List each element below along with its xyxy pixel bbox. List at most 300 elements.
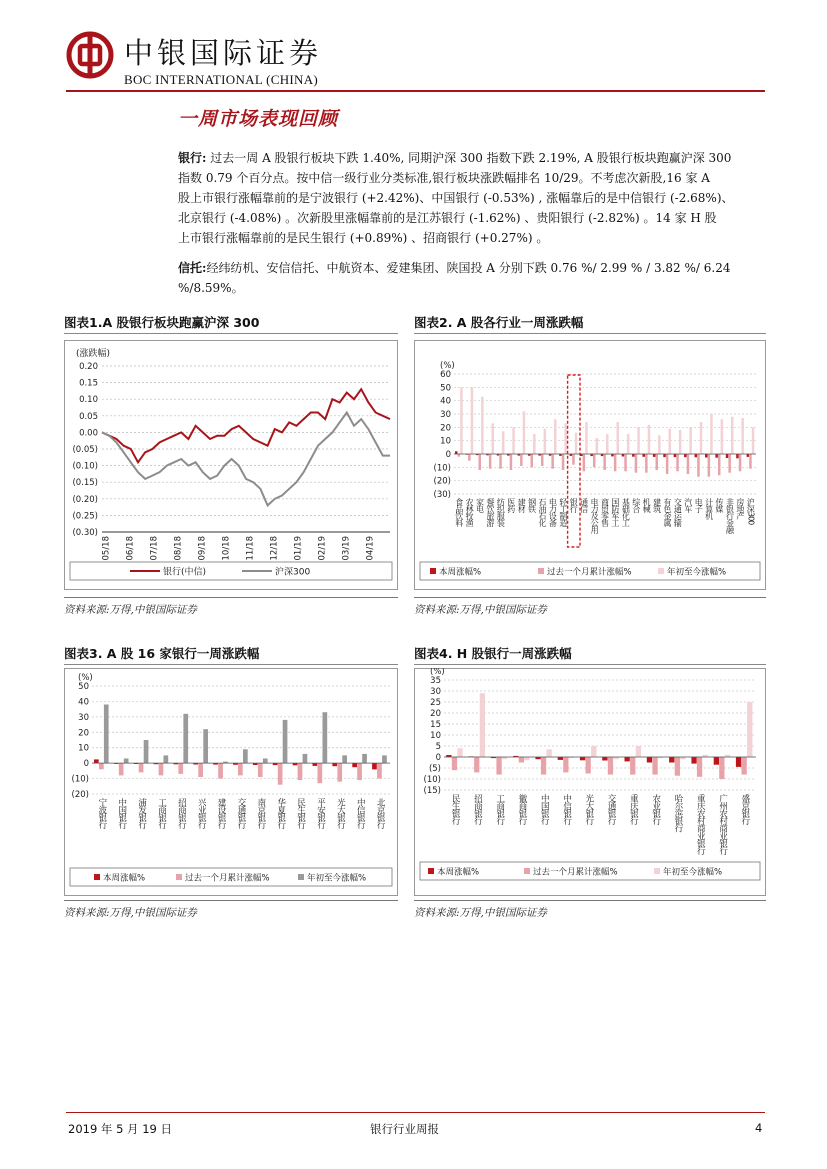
bar-month	[656, 454, 659, 470]
bar-month	[452, 757, 457, 770]
header-divider	[66, 90, 765, 92]
fig1-rule	[64, 333, 398, 334]
x-tick-label: 08/18	[173, 536, 184, 561]
bar-month	[645, 454, 648, 473]
x-tick-label: 工商银行	[494, 794, 505, 824]
x-tick-label: 光大银行	[583, 794, 594, 824]
bar-month	[510, 454, 513, 470]
boc-logo	[66, 31, 114, 79]
x-tick-label: 轻工制造	[558, 498, 568, 526]
legend-swatch-weekly	[428, 868, 434, 874]
y-tick-label: (0.20)	[72, 494, 98, 505]
bar-ytd	[648, 425, 651, 454]
brand-name-cn: 中银国际证券	[124, 36, 323, 70]
bar-month	[357, 763, 362, 780]
x-tick-label: 01/19	[293, 536, 304, 561]
bar-ytd	[658, 435, 661, 454]
bar-month	[198, 763, 203, 777]
bar-ytd	[591, 746, 596, 757]
x-tick-label: 12/18	[269, 536, 280, 561]
bar-weekly	[643, 454, 646, 457]
fig1-title: 图表1.A 股银行板块跑赢沪深 300	[64, 315, 260, 330]
bar-ytd	[564, 423, 567, 454]
bar-month	[551, 454, 554, 469]
x-tick-label: 非银行金融	[725, 498, 735, 533]
fig1-chart	[64, 340, 398, 594]
footer-date: 2019 年 5 月 19 日	[68, 1122, 172, 1136]
bar-weekly	[726, 454, 729, 458]
bar-weekly	[580, 757, 585, 760]
fig4-source: 资料来源:万得,中银国际证券	[414, 907, 547, 919]
x-tick-label: 06/18	[125, 536, 136, 561]
bar-month	[298, 763, 303, 780]
x-tick-label: 机械	[642, 498, 652, 512]
bar-month	[489, 454, 492, 469]
legend-label-weekly: 本周涨幅%	[437, 867, 480, 878]
x-tick-label: 兴业银行	[196, 798, 207, 828]
bar-weekly	[663, 454, 666, 457]
legend-swatch-month	[524, 868, 530, 874]
y-tick-label: 0.15	[79, 378, 98, 389]
fig2-rule	[414, 333, 766, 334]
x-tick-label: 11/18	[245, 536, 256, 561]
bar-month	[718, 454, 721, 475]
x-tick-label: 银行	[569, 498, 579, 512]
bar-weekly	[632, 454, 635, 457]
legend-label-ytd: 年初至今涨幅%	[307, 873, 367, 884]
bar-month	[337, 763, 342, 782]
series-line-hs300	[102, 413, 390, 506]
x-tick-label: 传媒	[715, 498, 725, 512]
y-tick-label: 30	[440, 410, 451, 420]
y-tick-label: (5)	[428, 764, 441, 774]
bar-month	[562, 454, 565, 470]
legend-label-month: 过去一个月累计涨幅%	[185, 873, 270, 884]
bar-weekly	[695, 454, 698, 457]
bar-ytd	[669, 429, 672, 454]
bar-weekly	[715, 454, 718, 458]
bar-ytd	[323, 712, 328, 763]
y-tick-label: (0.15)	[72, 478, 98, 489]
bar-weekly	[669, 757, 674, 763]
bar-month	[572, 454, 575, 465]
x-tick-label: 光大银行	[335, 798, 346, 828]
bar-month	[499, 454, 502, 469]
bar-weekly	[705, 454, 708, 458]
x-tick-label: 民生银行	[295, 798, 306, 828]
fig2-bottom-rule	[414, 597, 766, 598]
bar-month	[519, 757, 524, 763]
bar-weekly	[94, 759, 99, 763]
y-tick-label: 60	[440, 370, 451, 380]
x-tick-label: 中信银行	[561, 794, 572, 824]
fig4-chart	[414, 668, 766, 900]
bar-ytd	[627, 434, 630, 454]
x-tick-label: 计算机	[704, 498, 714, 519]
bar-ytd	[752, 427, 755, 454]
trust-label: 信托:	[178, 261, 207, 275]
x-tick-label: 纺织服装	[496, 498, 506, 526]
legend-swatch-month	[538, 568, 544, 574]
fig3-source: 资料来源:万得,中银国际证券	[64, 907, 197, 919]
fig2-source: 资料来源:万得,中银国际证券	[414, 604, 547, 616]
x-tick-label: 中国银行	[539, 794, 550, 824]
bar-month	[541, 757, 546, 775]
x-tick-label: 华夏银行	[275, 798, 286, 828]
legend-label-weekly: 本周涨幅%	[439, 567, 482, 578]
y-tick-label: 10	[78, 743, 89, 754]
bar-ytd	[544, 429, 547, 454]
x-tick-label: 农林牧渔	[465, 498, 475, 526]
y-tick-label: 5	[435, 742, 441, 752]
x-tick-label: 房地产	[735, 498, 745, 519]
bar-month	[742, 757, 747, 775]
x-tick-label: 招商银行	[176, 798, 187, 828]
bar-ytd	[512, 427, 515, 454]
legend-box	[70, 562, 392, 580]
y-tick-label: 20	[78, 728, 89, 739]
x-tick-label: 盛京银行	[739, 794, 750, 824]
x-tick-label: 广州农村商业银行	[717, 794, 728, 854]
bar-month	[697, 757, 702, 777]
legend-swatch-ytd	[298, 874, 304, 880]
y-tick-label: 25	[430, 698, 441, 708]
x-tick-label: 工商银行	[156, 798, 167, 828]
bar-month	[614, 454, 617, 471]
x-tick-label: 汽车	[683, 498, 693, 512]
chart-frame	[415, 341, 766, 590]
bar-month	[563, 757, 568, 772]
fig1-source: 资料来源:万得,中银国际证券	[64, 604, 197, 616]
bar-month	[652, 757, 657, 775]
y-axis-label: (%)	[78, 673, 93, 683]
section-title: 一周市场表现回顾	[178, 108, 339, 130]
trust-text: 经纬纺机、安信信托、中航资本、爱建集团、陕国投 A 分别下跌 0.76 %/ 2.99 % / 3.82 %/ 6.24 %/8.59%。	[178, 261, 731, 295]
bar-ytd	[585, 422, 588, 454]
bar-ytd	[203, 729, 208, 763]
x-tick-label: 电子	[694, 498, 704, 512]
legend-label-ytd: 年初至今涨幅%	[663, 867, 723, 878]
bar-month	[608, 757, 613, 775]
x-tick-label: 民生银行	[450, 794, 461, 824]
bar-ytd	[533, 434, 536, 454]
bar-weekly	[558, 757, 563, 760]
fig3-rule	[64, 664, 398, 665]
bar-ytd	[689, 427, 692, 454]
y-tick-label: (30)	[433, 490, 451, 500]
bar-month	[675, 757, 680, 776]
legend-label-ytd: 年初至今涨幅%	[667, 567, 727, 578]
fig4-title: 图表4. H 股银行一周涨跌幅	[414, 646, 572, 661]
x-tick-label: 交通银行	[236, 798, 246, 828]
bar-ytd	[263, 759, 268, 764]
bar-ytd	[492, 423, 495, 454]
bar-ytd	[596, 438, 599, 454]
bar-weekly	[691, 757, 696, 764]
fig4-rule	[414, 664, 766, 665]
x-tick-label: 中信银行	[355, 798, 366, 828]
bar-ytd	[460, 387, 463, 454]
bar-weekly	[674, 454, 677, 457]
y-tick-label: 0.10	[79, 395, 98, 406]
bar-month	[586, 757, 591, 774]
bar-weekly	[736, 454, 739, 458]
bar-ytd	[480, 693, 485, 757]
bank-paragraph	[178, 148, 766, 248]
x-tick-label: 徽商银行	[517, 794, 527, 824]
bar-ytd	[700, 422, 703, 454]
bar-month	[603, 454, 606, 470]
x-tick-label: 10/18	[221, 536, 232, 561]
chart-frame	[415, 669, 766, 896]
bar-ytd	[747, 702, 752, 757]
x-tick-label: 基础化工	[621, 498, 631, 526]
bar-month	[468, 454, 471, 461]
bar-ytd	[124, 759, 129, 764]
fig1-bottom-rule	[64, 597, 398, 598]
bar-weekly	[736, 757, 741, 767]
bar-weekly	[625, 757, 630, 761]
bar-month	[728, 454, 731, 473]
bar-month	[178, 763, 183, 774]
bar-ytd	[342, 755, 347, 763]
bar-month	[218, 763, 223, 778]
bar-ytd	[457, 748, 462, 757]
x-tick-label: 05/18	[101, 536, 112, 561]
y-tick-label: 40	[78, 697, 89, 708]
y-tick-label: 0	[435, 753, 441, 763]
bar-month	[99, 763, 104, 769]
bar-ytd	[104, 705, 109, 764]
bar-month	[676, 454, 679, 471]
bar-ytd	[741, 418, 744, 454]
bar-ytd	[523, 411, 526, 454]
bar-month	[531, 454, 534, 467]
bar-month	[719, 757, 724, 779]
bar-month	[119, 763, 124, 775]
bar-ytd	[721, 419, 724, 454]
bar-month	[139, 763, 144, 772]
fig2-chart	[414, 340, 766, 594]
y-tick-label: (15)	[423, 786, 441, 796]
x-tick-label: 02/19	[317, 536, 328, 561]
x-tick-label: 国防军工	[610, 498, 620, 526]
y-tick-label: (10)	[71, 774, 89, 785]
y-tick-label: (10)	[433, 463, 451, 474]
bar-weekly	[372, 763, 377, 769]
bar-ytd	[303, 754, 308, 763]
bar-ytd	[637, 427, 640, 454]
x-tick-label: 建设银行	[216, 798, 227, 828]
x-tick-label: 电力设备	[548, 498, 558, 526]
bar-ytd	[144, 740, 149, 763]
bar-ytd	[481, 397, 484, 454]
y-tick-label: (0.10)	[72, 461, 98, 472]
bar-ytd	[617, 422, 620, 454]
fig2-title: 图表2. A 股各行业一周涨跌幅	[414, 315, 584, 330]
bar-weekly	[647, 757, 652, 763]
legend-swatch-ytd	[658, 568, 664, 574]
legend-swatch-weekly	[94, 874, 100, 880]
bank-text-line: 北京银行 (-4.08%) 。次新股里涨幅靠前的是江苏银行 (-1.62%) 、贵阳银行 (-2.82%) 。14 家 H 股	[178, 211, 717, 225]
bar-month	[238, 763, 243, 775]
y-tick-label: 10	[430, 731, 441, 741]
fig3-title: 图表3. A 股 16 家银行一周涨跌幅	[64, 646, 260, 661]
bar-weekly	[684, 454, 687, 457]
footer-report-name: 银行行业周报	[370, 1122, 439, 1136]
y-tick-label: 20	[440, 423, 451, 434]
y-tick-label: (10)	[423, 775, 441, 785]
x-tick-label: 重庆银行	[628, 794, 639, 824]
x-tick-label: 平安银行	[315, 798, 326, 828]
x-tick-label: 建材	[517, 498, 527, 512]
x-tick-label: 宁波银行	[96, 798, 107, 828]
x-tick-label: 家电	[475, 498, 485, 512]
x-tick-label: 09/18	[197, 536, 208, 561]
bar-ytd	[524, 757, 529, 760]
bar-ytd	[243, 749, 248, 763]
bar-ytd	[471, 387, 474, 454]
y-tick-label: (0.05)	[72, 445, 98, 455]
bar-month	[687, 454, 690, 474]
bar-ytd	[636, 746, 641, 757]
x-tick-label: 沪深300	[746, 498, 756, 525]
bar-ytd	[382, 755, 387, 763]
x-tick-label: 综合	[631, 498, 641, 512]
bar-ytd	[606, 434, 609, 454]
x-tick-label: 07/18	[149, 536, 160, 561]
bar-ytd	[679, 430, 682, 454]
legend-label-hs300: 沪深300	[275, 567, 311, 578]
series-line-bank	[102, 389, 390, 462]
legend-label-weekly: 本周涨幅%	[103, 873, 146, 884]
fig4-bottom-rule	[414, 900, 766, 901]
y-tick-label: 30	[430, 687, 441, 697]
bank-text-line: 股上市银行涨幅靠前的是宁波银行 (+2.42%)、中国银行 (-0.53%) , 涨幅靠后的是中信银行 (-2.68%)、	[178, 191, 734, 205]
y-tick-label: (0.30)	[72, 528, 98, 538]
bar-month	[749, 454, 752, 469]
x-tick-label: 交通银行	[606, 794, 617, 824]
bar-month	[520, 454, 523, 466]
bar-month	[697, 454, 700, 477]
x-tick-label: 建筑	[652, 498, 662, 512]
x-tick-label: 通信	[579, 498, 589, 512]
bar-month	[593, 454, 596, 467]
y-tick-label: 50	[440, 383, 451, 394]
bar-month	[739, 454, 742, 471]
trust-paragraph	[178, 258, 766, 298]
y-tick-label: (20)	[71, 790, 89, 800]
bar-month	[624, 454, 627, 471]
bar-ytd	[575, 433, 578, 454]
x-tick-label: 招商银行	[472, 794, 483, 824]
x-tick-label: 哈尔滨银行	[673, 794, 683, 832]
y-axis-label: (%)	[430, 668, 445, 677]
bar-month	[583, 454, 586, 471]
bar-ytd	[731, 417, 734, 454]
x-tick-label: 食品饮料	[454, 498, 464, 526]
chart-frame	[65, 669, 398, 896]
y-tick-label: 0.20	[79, 362, 98, 372]
bar-ytd	[502, 431, 505, 454]
bank-text-line: 过去一周 A 股银行板块下跌 1.40%, 同期沪深 300 指数下跌 2.19%, A 股银行板块跑赢沪深 300	[210, 151, 732, 165]
y-tick-label: 40	[440, 396, 451, 407]
y-tick-label: 30	[78, 712, 89, 723]
x-tick-label: 医药	[506, 498, 516, 512]
y-tick-label: 50	[78, 682, 89, 692]
fig3-chart	[64, 668, 398, 900]
bar-weekly	[747, 454, 750, 457]
bar-month	[541, 454, 544, 466]
x-tick-label: 03/19	[341, 536, 352, 561]
y-tick-label: 15	[430, 720, 441, 730]
legend-label-month: 过去一个月累计涨幅%	[533, 867, 618, 878]
bank-label: 银行:	[178, 151, 207, 165]
bar-ytd	[547, 749, 552, 757]
bar-month	[708, 454, 711, 477]
x-tick-label: 交通运输	[673, 498, 683, 526]
bar-weekly	[352, 763, 357, 767]
y-tick-label: (20)	[433, 476, 451, 487]
bar-month	[278, 763, 283, 785]
y-tick-label: 0	[445, 450, 451, 460]
legend-swatch-month	[176, 874, 182, 880]
y-tick-label: 0.00	[79, 428, 98, 439]
y-tick-label: 20	[430, 709, 441, 719]
legend-label-bank: 银行(中信)	[163, 567, 207, 578]
page-number: 4	[755, 1121, 763, 1135]
fig3-bottom-rule	[64, 900, 398, 901]
y-axis-label: (涨跌幅)	[76, 349, 111, 359]
x-tick-label: 有色金属	[662, 498, 672, 526]
legend-swatch-weekly	[430, 568, 436, 574]
bar-weekly	[602, 757, 607, 761]
x-tick-label: 商贸零售	[600, 498, 610, 526]
bar-month	[630, 757, 635, 775]
bar-weekly	[653, 454, 656, 457]
bar-ytd	[183, 714, 188, 763]
y-tick-label: (0.25)	[72, 511, 98, 522]
bar-month	[666, 454, 669, 474]
x-tick-label: 重庆农村商业银行	[695, 794, 706, 854]
bar-month	[479, 454, 482, 470]
bar-month	[474, 757, 479, 772]
legend-label-month: 过去一个月累计涨幅%	[547, 567, 632, 578]
bar-month	[635, 454, 638, 473]
bar-ytd	[710, 414, 713, 454]
y-tick-label: 10	[440, 436, 451, 447]
x-tick-label: 南京银行	[255, 798, 266, 828]
bar-month	[258, 763, 263, 777]
bank-text-line: 指数 0.79 个百分点。按中信一级行业分类标准,银行板块涨跌幅排名 10/29。不考虑次新股,16 家 A	[178, 171, 710, 185]
bar-ytd	[164, 755, 169, 763]
bar-month	[318, 763, 323, 783]
x-tick-label: 餐饮旅游	[485, 498, 495, 526]
bar-month	[377, 763, 382, 778]
x-tick-label: 石油石化	[538, 498, 548, 526]
bar-ytd	[283, 720, 288, 763]
brand-name-en: BOC INTERNATIONAL (CHINA)	[124, 72, 319, 87]
bar-weekly	[332, 763, 337, 766]
x-tick-label: 浦发银行	[136, 798, 147, 828]
y-tick-label: 0	[83, 759, 89, 770]
bar-weekly	[714, 757, 719, 765]
y-axis-label: (%)	[440, 361, 455, 371]
x-tick-label: 农业银行	[650, 794, 661, 824]
legend-swatch-ytd	[654, 868, 660, 874]
x-tick-label: 电力及公用	[590, 498, 600, 533]
y-tick-label: 0.05	[79, 411, 98, 422]
